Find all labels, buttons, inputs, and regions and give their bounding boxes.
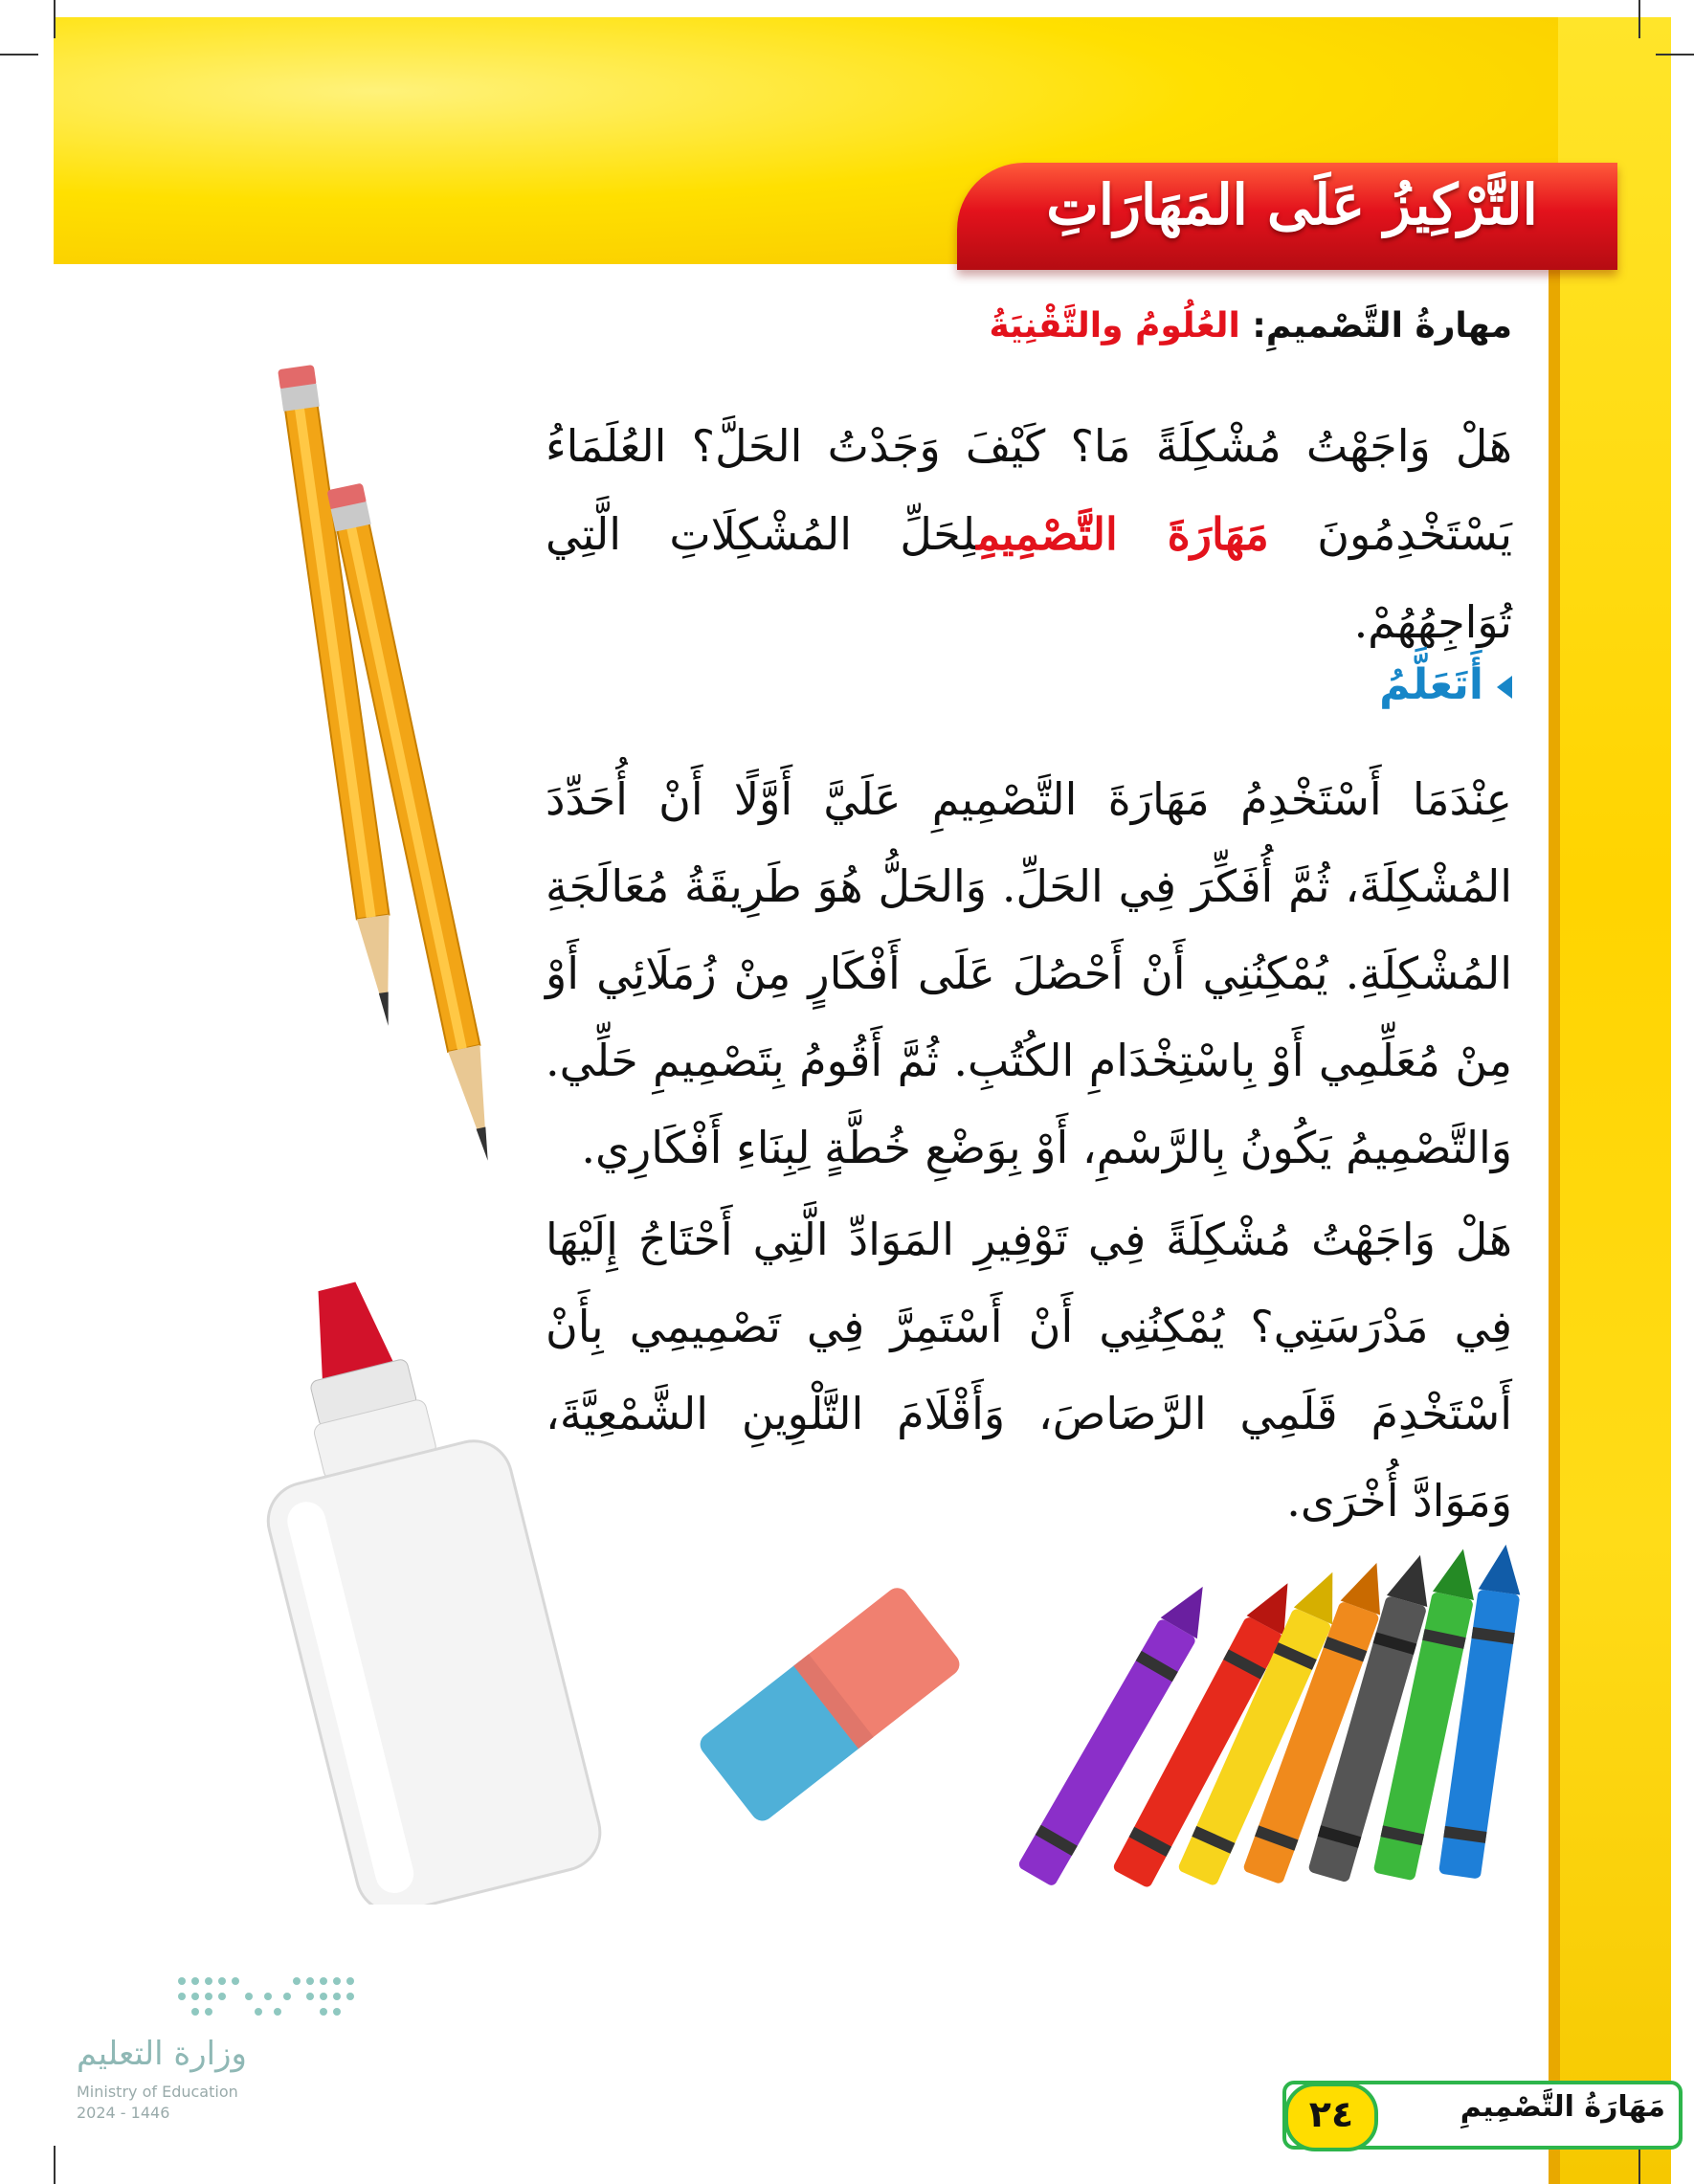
footer-label: مَهَارَةُ التَّصْمِيمِ xyxy=(1460,2090,1665,2124)
page-number: ٢٤ xyxy=(1284,2083,1378,2151)
ministry-english: Ministry of Education xyxy=(77,2083,238,2101)
crop-mark xyxy=(54,2146,56,2184)
crop-mark xyxy=(1638,0,1640,38)
intro-paragraph xyxy=(546,402,1512,666)
intro-highlight: مَهَارَةَ التَّصْمِيمِ xyxy=(976,508,1269,560)
pencil-icon xyxy=(316,479,526,1206)
intro-text-2: لِحَلِّ المُشْكِلَاتِ الَّتِي تُوَاجِهُهُمْ. xyxy=(546,508,1512,648)
page-title: التَّرْكِيزُ عَلَى المَهَارَاتِ xyxy=(1046,172,1538,237)
triangle-bullet-icon xyxy=(1497,676,1512,699)
skill-label: مهارةُ التَّصْميمِ: xyxy=(1252,306,1512,345)
ministry-dots-icon xyxy=(172,1972,364,2019)
eraser-icon xyxy=(670,1550,976,1857)
crop-mark xyxy=(54,0,56,38)
glue-bottle-icon xyxy=(249,1254,689,1905)
ministry-logo xyxy=(77,1972,364,2125)
learn-paragraph-1: عِنْدَمَا أَسْتَخْدِمُ مَهَارَةَ التَّصْمِيمِ عَلَيَّ أَوَّلًا أَنْ أُحَدِّدَ المُشْكِلَةَ، ثُمَّ أُفَكِّرَ فِي الحَلِّ. وَالحَلُّ هُوَ طَرِيقَةُ مُعَالَجَةِ المُشْكِلَةِ. يُمْكِنُنِي أَنْ أَحْصُلَ عَلَى أَفْكَارٍ مِنْ زُمَلَائِي أَوْ مِنْ مُعَلِّمِي أَوْ بِاسْتِخْدَامِ الكُتُبِ. ثُمَّ أَقُومُ بِتَصْمِيمِ حَلِّي. وَالتَّصْمِيمُ يَكُونُ بِالرَّسْمِ، أَوْ بِوَضْعِ خُطَّةٍ لِبِنَاءِ أَفْكَارِي. xyxy=(546,773,1512,1173)
ministry-year: 2024 - 1446 xyxy=(77,2104,170,2122)
learn-heading-text: أَتَعَلَّمُ xyxy=(1379,660,1483,709)
right-frame-edge xyxy=(1549,264,1560,2184)
ministry-arabic: وزارة التعليم xyxy=(77,2035,247,2073)
crayons-icon xyxy=(995,1512,1531,1914)
skill-heading xyxy=(989,306,1512,345)
learn-heading xyxy=(1379,660,1512,709)
crop-mark xyxy=(0,54,38,56)
intro-text-1: هَلْ وَاجَهْتُ مُشْكِلَةً مَا؟ كَيْفَ وَجَدْتُ الحَلَّ؟ العُلَمَاءُ يَسْتَخْدِمُونَ xyxy=(546,420,1513,560)
crop-mark xyxy=(1638,2146,1640,2184)
skill-subject: العُلُومُ والتَّقْنِيَةُ xyxy=(989,306,1240,345)
crop-mark xyxy=(1656,54,1694,56)
learn-paragraph-2: هَلْ وَاجَهْتُ مُشْكِلَةً فِي تَوْفِيرِ المَوَادِّ الَّتِي أَحْتَاجُ إِلَيْهَا فِي مَدْرَسَتِي؟ يُمْكِنُنِي أَنْ أَسْتَمِرَّ فِي تَصْمِيمِي بِأَنْ أَسْتَخْدِمَ قَلَمِي الرَّصَاصَ، وَأَقْلَامَ التَّلْوِينِ الشَّمْعِيَّةَ، وَمَوَادَّ أُخْرَى. xyxy=(546,1214,1512,1527)
right-frame xyxy=(1558,17,1671,2184)
